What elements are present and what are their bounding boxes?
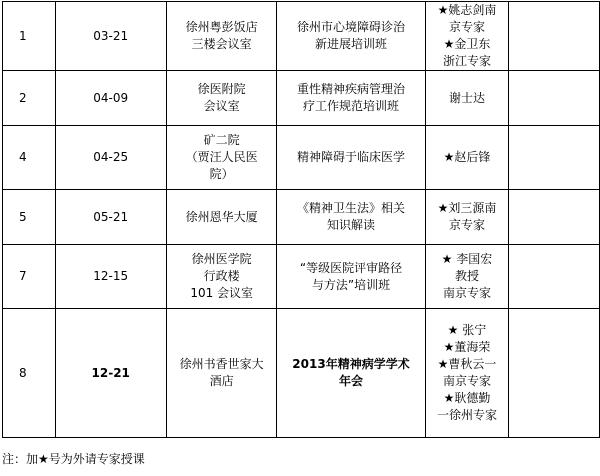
topic-cell-line: 疗工作规范培训班 bbox=[303, 99, 400, 113]
venue-cell bbox=[166, 245, 277, 309]
table-row bbox=[3, 190, 600, 245]
speaker-cell-line: ★ 李国宏 bbox=[441, 252, 493, 266]
topic-cell-line: 与方法”培训班 bbox=[311, 277, 391, 292]
topic-cell-line: 知识解读 bbox=[327, 218, 376, 232]
row-number: 7 bbox=[3, 245, 56, 309]
speaker-cell-line: ★姚志剑南 bbox=[437, 3, 497, 17]
topic-cell-line: 年会 bbox=[339, 374, 364, 388]
empty-cell bbox=[509, 190, 600, 245]
topic-cell bbox=[277, 71, 425, 126]
row-number: 1 bbox=[3, 2, 56, 71]
speaker-cell-line: 京专家 bbox=[448, 20, 485, 34]
speaker-cell-line: 南京专家 bbox=[442, 286, 491, 300]
topic-cell-line: 精神障碍于临床医学 bbox=[297, 150, 406, 164]
empty-cell bbox=[509, 309, 600, 438]
date-cell: 04-09 bbox=[55, 71, 166, 126]
empty-cell bbox=[509, 126, 600, 190]
speaker-cell-line: 南京专家 bbox=[442, 374, 491, 388]
table-row bbox=[3, 245, 600, 309]
topic-cell bbox=[277, 126, 425, 190]
date-cell: 12-21 bbox=[55, 309, 166, 438]
date-cell: 12-15 bbox=[55, 245, 166, 309]
topic-cell bbox=[277, 190, 425, 245]
venue-cell-line: 101 会议室 bbox=[190, 286, 254, 300]
date-cell: 04-25 bbox=[55, 126, 166, 190]
speaker-cell bbox=[425, 309, 509, 438]
speaker-cell-line: 浙江专家 bbox=[442, 54, 491, 68]
venue-cell-line: （贾汪人民医 bbox=[185, 150, 258, 164]
topic-cell-line: 《精神卫生法》相关 bbox=[297, 201, 406, 215]
topic-cell-line: 2013年精神病学学术 bbox=[292, 357, 410, 371]
speaker-cell-line: ★董海荣 bbox=[443, 340, 491, 354]
table-row bbox=[3, 2, 600, 71]
venue-cell-line: 三楼会议室 bbox=[191, 37, 252, 51]
speaker-cell bbox=[425, 2, 509, 71]
speaker-cell bbox=[425, 126, 509, 190]
table-row bbox=[3, 71, 600, 126]
table-body bbox=[3, 2, 600, 438]
topic-cell-line: 徐州市心境障碍诊治 bbox=[297, 20, 406, 34]
row-number: 8 bbox=[3, 309, 56, 438]
footnote: 注：加★号为外请专家授课 bbox=[2, 452, 145, 466]
speaker-cell-line: ★曹秋云一 bbox=[437, 357, 497, 371]
speaker-cell-line: ★ 张宁 bbox=[447, 323, 487, 337]
speaker-cell bbox=[425, 245, 509, 309]
venue-cell-line: 徐州医学院 bbox=[191, 252, 252, 266]
table-row bbox=[3, 126, 600, 190]
empty-cell bbox=[509, 71, 600, 126]
venue-cell bbox=[166, 126, 277, 190]
speaker-cell-line: 一徐州专家 bbox=[436, 408, 497, 422]
venue-cell-line: 矿二院 bbox=[203, 133, 240, 147]
venue-cell-line: 徐州恩华大厦 bbox=[185, 209, 258, 224]
empty-cell bbox=[509, 2, 600, 71]
venue-cell bbox=[166, 190, 277, 245]
venue-cell-line: 徐州粤彭饭店 bbox=[185, 20, 258, 34]
speaker-cell-line: 京专家 bbox=[448, 218, 485, 232]
venue-cell bbox=[166, 309, 277, 438]
topic-cell-line: “等级医院评审路径 bbox=[299, 260, 403, 275]
topic-cell bbox=[277, 2, 425, 71]
row-number: 4 bbox=[3, 126, 56, 190]
row-number: 5 bbox=[3, 190, 56, 245]
speaker-cell-line: ★金卫东 bbox=[443, 37, 491, 51]
date-cell: 03-21 bbox=[55, 2, 166, 71]
venue-cell-line: 行政楼 bbox=[203, 269, 240, 283]
date-cell: 05-21 bbox=[55, 190, 166, 245]
venue-cell-line: 院） bbox=[209, 167, 234, 181]
venue-cell-line: 徐州书香世家大 bbox=[179, 357, 264, 371]
venue-cell-line: 会议室 bbox=[203, 99, 240, 113]
speaker-cell-line: 教授 bbox=[454, 269, 479, 283]
topic-cell-line: 新进展培训班 bbox=[315, 37, 388, 51]
venue-cell bbox=[166, 2, 277, 71]
venue-cell-line: 徐医附院 bbox=[197, 82, 246, 96]
topic-cell bbox=[277, 309, 425, 438]
speaker-cell-line: ★赵后锋 bbox=[443, 150, 491, 164]
speaker-cell-line: 谢士达 bbox=[448, 90, 485, 105]
speaker-cell-line: ★刘三源南 bbox=[437, 201, 497, 215]
speaker-cell bbox=[425, 71, 509, 126]
topic-cell bbox=[277, 245, 425, 309]
venue-cell-line: 酒店 bbox=[209, 374, 234, 388]
speaker-cell-line: ★耿德勤 bbox=[443, 391, 491, 405]
row-number: 2 bbox=[3, 71, 56, 126]
venue-cell bbox=[166, 71, 277, 126]
topic-cell-line: 重性精神疾病管理治 bbox=[297, 82, 406, 96]
training-schedule-table bbox=[2, 1, 600, 438]
table-row bbox=[3, 309, 600, 438]
speaker-cell bbox=[425, 190, 509, 245]
empty-cell bbox=[509, 245, 600, 309]
